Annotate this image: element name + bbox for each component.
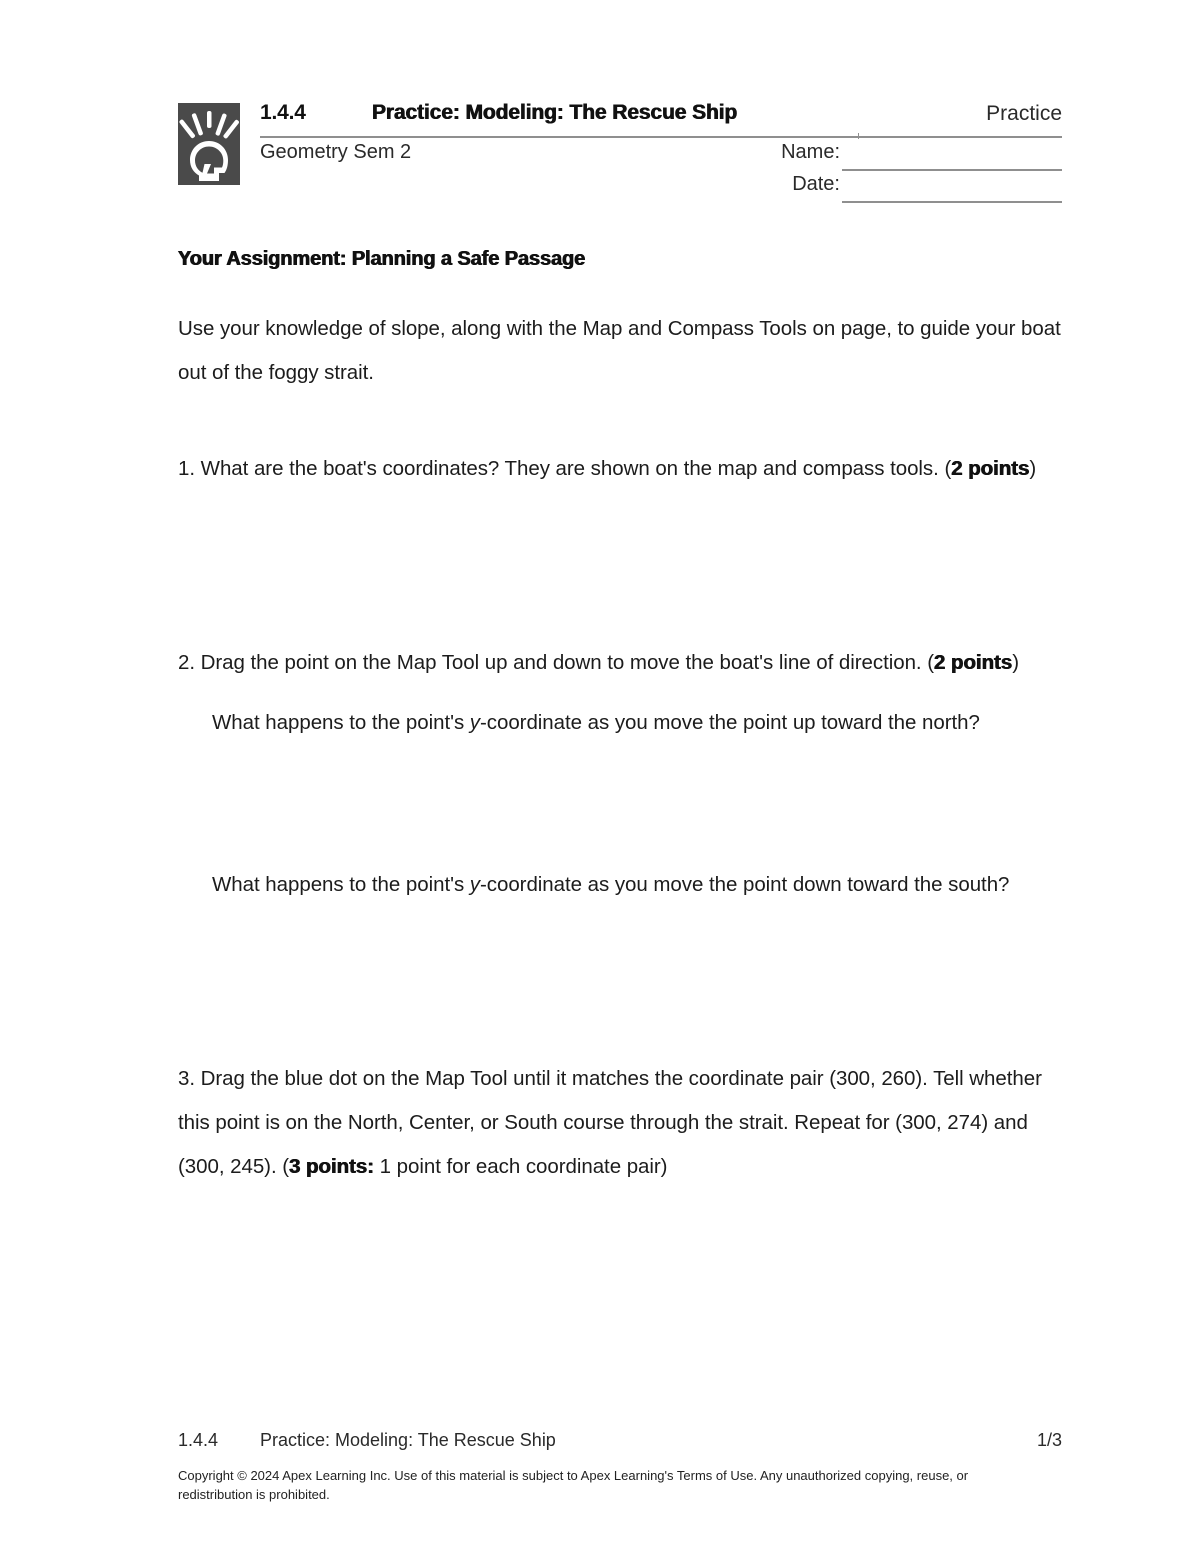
name-input-line[interactable] — [842, 169, 1062, 171]
activity-type-label: Practice — [986, 102, 1062, 125]
question-2a — [212, 701, 1062, 745]
question-3 — [178, 1057, 1062, 1189]
question-2b-answer-space[interactable] — [178, 907, 1062, 1035]
document-header — [178, 100, 1062, 195]
question-2a-post: -coordinate as you move the point up toward the north? — [480, 711, 980, 734]
question-2a-pre: What happens to the point's — [212, 711, 470, 734]
question-3-points-close: 1 point for each coordinate pair) — [374, 1155, 668, 1178]
question-1-points-open: ( — [944, 457, 952, 480]
date-field-row — [762, 173, 1062, 207]
question-2 — [178, 641, 1062, 1035]
name-label: Name: — [781, 141, 840, 163]
question-3-points: 3 points: — [289, 1155, 375, 1178]
header-divider-tick — [858, 133, 859, 139]
page-title: Practice: Modeling: The Rescue Ship — [372, 101, 738, 124]
question-2-points: 2 points — [934, 651, 1013, 674]
footer-lesson-code: 1.4.4 — [178, 1430, 219, 1450]
question-1-number: 1. — [178, 457, 195, 480]
question-1-points-close: ) — [1029, 457, 1037, 480]
assignment-intro: Use your knowledge of slope, along with the Map and Compass Tools on page, to guide your boat out of the foggy strait. — [178, 317, 1061, 384]
question-2-text: Drag the point on the Map Tool up and down to move the boat's line of direction. — [200, 651, 922, 674]
date-input-line[interactable] — [842, 201, 1062, 203]
question-3-text: Drag the blue dot on the Map Tool until it matches the coordinate pair (300, 260). Tell whether this point is on the North, Center, or South course through the strait. Repeat for (300, 274) and (300, 245). — [178, 1067, 1042, 1178]
question-1-points: 2 points — [951, 457, 1030, 480]
question-3-number: 3. — [178, 1067, 195, 1090]
document-body — [178, 248, 1062, 1189]
course-name: Geometry Sem 2 — [260, 141, 412, 163]
document-footer — [178, 1430, 1062, 1502]
question-1-text: What are the boat's coordinates? They are shown on the map and compass tools. — [200, 457, 939, 480]
assignment-heading: Your Assignment: Planning a Safe Passage — [178, 248, 586, 270]
header-divider — [260, 136, 1062, 138]
name-field-row — [762, 141, 1062, 175]
question-2-points-close: ) — [1012, 651, 1019, 674]
question-2b-pre: What happens to the point's — [212, 873, 470, 896]
question-2b-post: -coordinate as you move the point down toward the south? — [480, 873, 1010, 896]
question-2a-answer-space[interactable] — [178, 745, 1062, 863]
page-number: 1/3 — [1036, 1430, 1062, 1450]
question-3-points-open: ( — [282, 1155, 290, 1178]
question-2-points-open: ( — [927, 651, 935, 674]
copyright-notice: Copyright © 2024 Apex Learning Inc. Use of this material is subject to Apex Learning's Terms of Use. Any unauthorized copying, reuse, or redistribution is prohibited. — [178, 1468, 969, 1502]
footer-title: Practice: Modeling: The Rescue Ship — [260, 1430, 556, 1450]
question-1-answer-space[interactable] — [178, 491, 1062, 641]
lesson-code: 1.4.4 — [260, 101, 306, 124]
question-2-number: 2. — [178, 651, 195, 674]
date-label: Date: — [792, 173, 840, 195]
question-2b — [212, 863, 1062, 907]
question-1 — [178, 447, 1062, 641]
question-2a-variable: y — [469, 711, 480, 734]
question-2b-variable: y — [469, 873, 480, 896]
